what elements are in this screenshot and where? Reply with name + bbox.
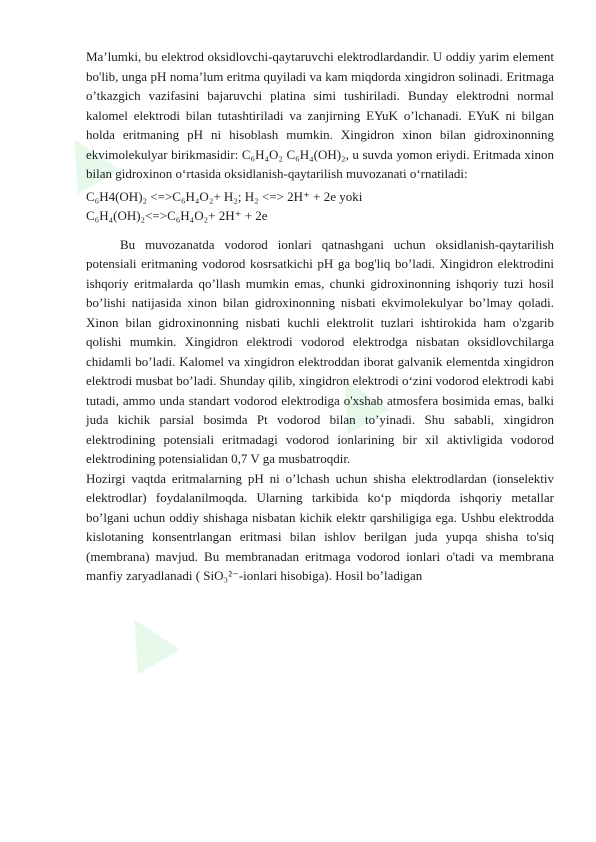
paragraph-bottom: Hozirgi vaqtda eritmalarning pH ni o’lchash uchun shisha elektrodlardan (ionselektiv elektrodlar) foydalanilmoqda. Ularning tarkibida ko‘p miqdorda ishqoriy metallar bo’lgani uchun oddiy shishaga nisbatan kichik elektr qarshiligiga ega. Ushbu elektrodda kislotaning konsentrlangan eritmasi bilan ishlov berilgan juda yupqa shisha to'siq (membrana) mavjud. Bu membranadan eritmaga vodorod ionlari o'tadi va membrana manfiy zaryadlanadi ( SiO₃²⁻-ionlari hisobiga). Hosil bo’ladigan xyxy=(86,470,554,583)
equation-line-2: C₆H₄(OH)₂<=>C₆H₄O₂+ 2H⁺ + 2e xyxy=(86,208,268,223)
equation-block xyxy=(86,187,554,226)
watermark-shape-2: ▲ xyxy=(314,352,395,442)
watermark-shape-3: ▲ xyxy=(104,592,185,682)
equation-line-1: C₆H4(OH)₂ <=>C₆H₄O₂+ H₂; H₂ <=> 2H⁺ + 2e yoki xyxy=(86,188,363,204)
document-page xyxy=(86,47,554,586)
paragraph-middle: Bu muvozanatda vodorod ionlari qatnashgani uchun oksidlanish-qaytarilish potensiali eritmaning vodorod kosrsatkichi pH ga bog'liq bo’ladi. Xingidron elektrodini ishqoriy eritmalarda qo’llash mumkin emas, chunki gidroxinonning ishqoriy tuzi hosil bo’lishi natijasida xinon bilan gidroxinonning nisbati ekvimolekulyar bo’lmay qoladi. Xinon bilan gidroxinonning nisbati kuchli elektrolit tuzlari ishtirokida ham o'zgarib qolishi mumkin. Xingidron elektrodi vodorod elektrodga nisbatan oksidlovchilarga chidamli bo’ladi. Kalomel va xingidron elektroddan iborat galvanik elementda xingidron elektrodi musbat bo’ladi. Shunday qilib, xingidron elektrodi o‘zini vodorod elektrodi kabi tutadi, ammo unda standart vodorod elektrodiga o'xshab atmosfera bosimida emas, balki juda kichik parsial bosimda Pt vodorod bilan to’yinadi. Shu sababli, xingidron elektrodining potensiali eritmadagi vodorod ionlarining bir xil aktivligida vodorod elektrodining potensialidan 0,7 V ga musbatroqdir. xyxy=(86,236,554,466)
watermark-shape-1: ▲ xyxy=(44,112,125,202)
paragraph-intro: Ma’lumki, bu elektrod oksidlovchi-qaytaruvchi elektrodlardandir. U oddiy yarim element bo'lib, unga pH noma’lum eritma quyiladi va kam miqdorda xingidron solinadi. Eritmaga o’tkazgich vazifasini bajaruvchi platina simi tushiriladi. Bunday elektrodni normal kalomel elektrodi bilan tutashtiriladi va zanjirning EYuK o’lchanadi. EYuK ni bilgan holda eritmaning pH ni hisoblash mumkin. Xingidron xinon bilan gidroxinonning ekvimolekulyar birikmasidir: C₆H₄O₂ C₆H₄(OH)₂, u suvda yomon eriydi. Eritmada xinon bilan gidroxinon o‘rtasida oksidlanish-qaytarilish muvozanati o‘rnatiladi: xyxy=(86,49,554,181)
